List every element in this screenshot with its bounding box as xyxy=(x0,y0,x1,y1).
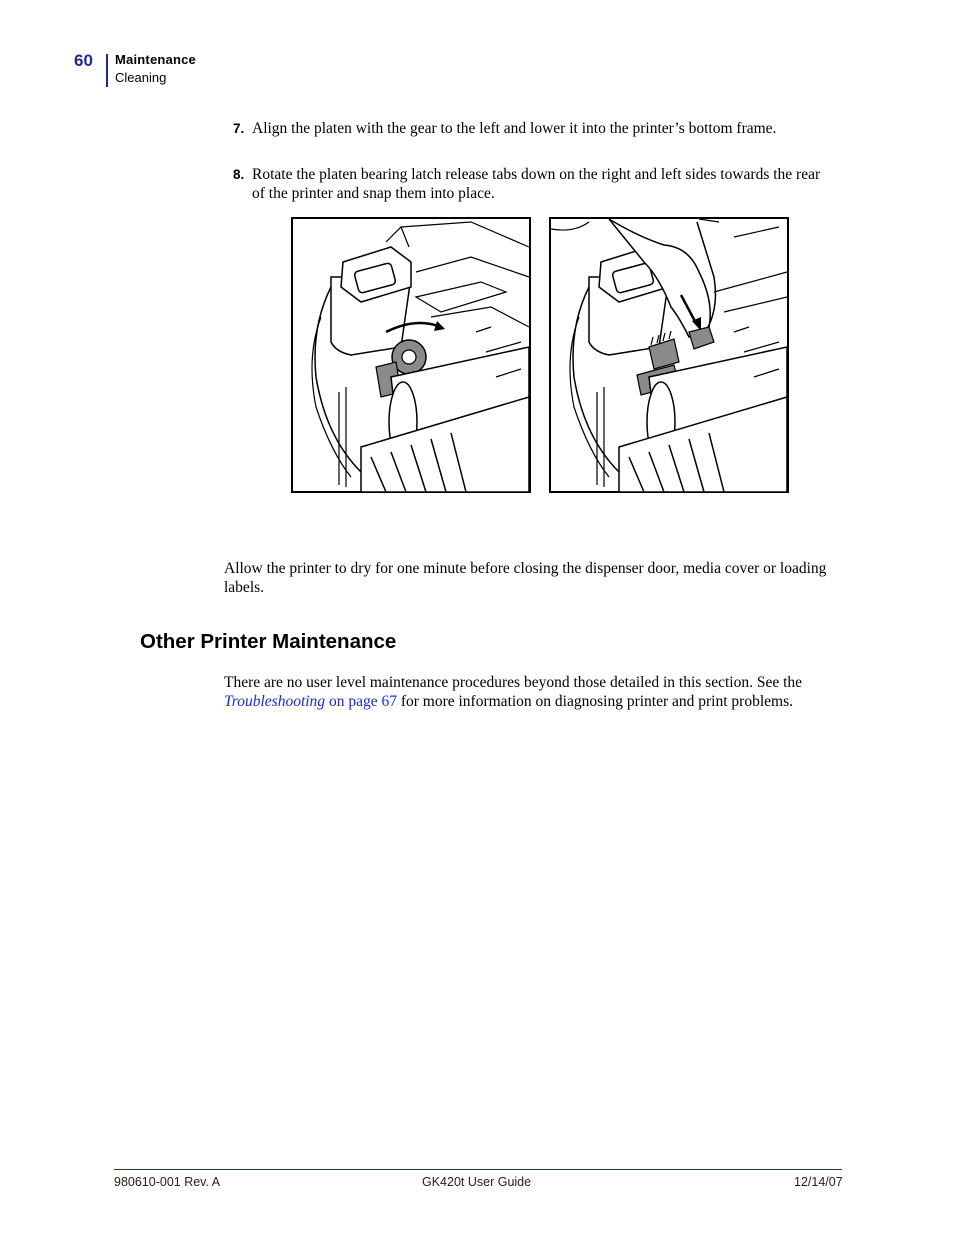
step-text: Rotate the platen bearing latch release tabs down on the right and left sides towards the rear of the printer and snap them into place. xyxy=(252,166,821,202)
header-section-title: Maintenance xyxy=(115,52,196,67)
figure-latch-tabs xyxy=(549,217,789,493)
footer-divider xyxy=(114,1169,842,1170)
footer-guide-title: GK420t User Guide xyxy=(422,1175,532,1189)
printer-illustration-right xyxy=(549,217,789,493)
link-title[interactable]: Troubleshooting xyxy=(224,693,326,710)
figure-platen-lower xyxy=(291,217,531,493)
troubleshooting-link[interactable] xyxy=(224,693,397,710)
text-before-link: There are no user level maintenance procedures beyond those detailed in this section. See the xyxy=(224,674,803,691)
header-subsection-title: Cleaning xyxy=(115,70,167,85)
step-7 xyxy=(233,119,833,138)
footer-doc-number: 980610-001 Rev. A xyxy=(114,1175,221,1189)
text-after-link: for more information on diagnosing printer and print problems. xyxy=(396,693,793,710)
page-number: 60 xyxy=(74,51,93,70)
step-8 xyxy=(233,165,833,203)
link-page[interactable]: on page 67 xyxy=(325,693,397,710)
paragraph-maintenance xyxy=(224,673,844,711)
step-text: Align the platen with the gear to the left and lower it into the printer’s bottom frame. xyxy=(252,120,777,137)
step-number: 8. xyxy=(233,167,245,182)
step-number: 7. xyxy=(233,121,245,136)
paragraph-dry: Allow the printer to dry for one minute before closing the dispenser door, media cover or loading labels. xyxy=(224,560,827,596)
footer-date: 12/14/07 xyxy=(794,1175,843,1189)
printer-illustration-left xyxy=(291,217,531,493)
header-divider xyxy=(106,54,108,87)
section-heading: Other Printer Maintenance xyxy=(140,630,397,653)
